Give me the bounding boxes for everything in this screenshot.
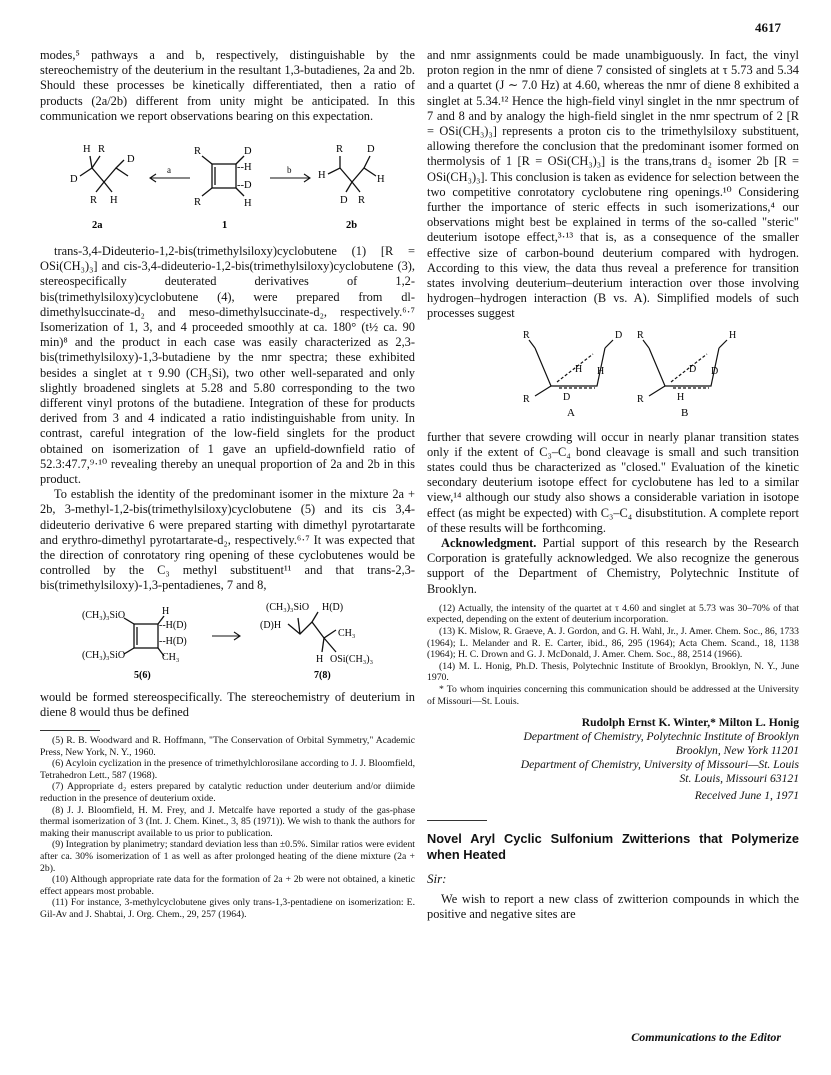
substituent-label: (CH₃)₃SiO: [82, 649, 126, 661]
left-paragraph-2: trans-3,4-Dideuterio-1,2-bis(trimethylsiloxy)cyclobutene (1) [R = OSi(CH₃)₃] and cis-3,4-dideuterio-1,2-bis(trimethylsiloxy)cyclobutene (3), stereospecifically deuterated derivatives of 1,2-bis(trimethylsiloxy)cyclobutene (4), were prepared from dl-dimethylsuccinate-d₂ and meso-dimethylsuccinate-d₂, respectively.⁶·⁷ Isomerization of 1, 3, and 4 proceeded smoothly at ca. 180° (t½ ca. 90 min)⁸ and the product in each case was easily characterized as 2,3-bis(trimethylsiloxy)-1,3-butadiene by the nmr spectra; these exhibited besides a singlet at τ 9.90 (CH₃Si), two other well-separated and only slightly broadened singlets at 5.28 and 5.80 corresponding to the two different vinyl protons of the butadiene. Integration of these for products derived from 3 and 4 indicated a ratio indistinguishable from unity. In contrast, careful integration of the low-field singlets for the product obtained on isomerization of 1 gave an upfield-downfield ratio of 52.3:47.7,⁹·¹⁰ revealing thereby an unequal proportion of 2a and 2b in this product.: [40, 244, 415, 487]
atom-label: (D)H: [260, 619, 282, 631]
compound-label-2a: 2a: [92, 220, 103, 232]
new-communication-paragraph: We wish to report a new class of zwitterion compounds in which the positive and negative sites are: [427, 891, 799, 922]
footnote: (9) Integration by planimetry; standard deviation less than ±0.5%. Similar ratios were evident after ca. 30% isomerization of 1 as well as after prolonged heating of the diene mixture (2a + 2b).: [40, 839, 415, 874]
atom-label: H: [597, 365, 605, 377]
atom-label: H: [318, 170, 326, 182]
atom-label: H: [316, 653, 324, 665]
footnote: (6) Acyloin cyclization in the presence of trimethylchlorosilane according to J. J. Bloomfield, Tetrahedron Lett., 587 (1968).: [40, 758, 415, 781]
footnote: (13) K. Mislow, R. Graeve, A. J. Gordon, and G. H. Wahl, Jr., J. Amer. Chem. Soc., 86, 1733 (1964); L. Melander and R. E. Carter, ibid., 86, 295 (1964); Acta Chem. Scand., 18, 1138 (1964); H. C. Drown and G. J. McDonald, J. Amer. Chem. Soc., 88, 2514 (1966).: [427, 626, 799, 661]
atom-label: D: [367, 144, 375, 156]
atom-label: H: [83, 144, 91, 156]
atom-label: R: [523, 393, 530, 405]
diene-2a: [80, 156, 128, 192]
footnote: (5) R. B. Woodward and R. Hoffmann, "The Conservation of Orbital Symmetry," Academic Press, New York, N. Y., 1960.: [40, 735, 415, 758]
author-names: Rudolph Ernst K. Winter,* Milton L. Honig: [581, 716, 799, 730]
atom-label: ‑‑D: [237, 180, 252, 192]
atom-label: H: [377, 174, 385, 186]
atom-label: H(D): [322, 601, 344, 613]
atom-label: D: [711, 365, 719, 377]
communication-title: Novel Aryl Cyclic Sulfonium Zwitterions that Polymerize when Heated: [427, 830, 799, 862]
arrow-b-label: b: [287, 165, 292, 176]
affiliation: St. Louis, Missouri 63121: [679, 772, 799, 786]
page-number: 4617: [755, 20, 781, 35]
atom-label: R: [637, 393, 644, 405]
left-paragraph-1: modes,⁵ pathways a and b, respectively, distinguishable by the stereochemistry of the deuterium in the resultant 1,3-butadienes, 2a and 2b. Should these processes be kinetically differentiated, then a ratio of products (2a/2b) different from unity might be anticipated. In this communication we report observations bearing on this expectation.: [40, 48, 415, 123]
acknowledgment-text: Partial support of this research by the Research Corporation is gratefully acknowledged. We also recognize the generous support of the Department of Chemistry, Polytechnic Institute of Brooklyn.: [427, 536, 799, 596]
right-column: [427, 48, 799, 922]
compound-label-7-8: 7(8): [314, 669, 331, 681]
scheme-1: [40, 128, 415, 238]
atom-label: R: [194, 146, 202, 158]
arrow-right: [212, 632, 240, 640]
compound-label-5-6: 5(6): [134, 669, 151, 681]
atom-label: H: [729, 329, 737, 341]
left-column: [40, 48, 415, 921]
structure-label-B: B: [681, 406, 689, 419]
atom-label: ‑‑H(D): [159, 635, 187, 647]
footnote-rule: [40, 730, 100, 731]
structure-label-A: A: [567, 406, 575, 419]
atom-label: D: [244, 146, 252, 158]
left-paragraph-4: would be formed stereospecifically. The stereochemistry of deuterium in diene 8 would thus be defined: [40, 689, 415, 719]
salutation: Sir:: [427, 870, 447, 886]
right-paragraph-1: and nmr assignments could be made unambiguously. In fact, the vinyl proton region in the nmr of diene 7 consisted of singlets at τ 5.73 and 5.34 and a quartet (J ∼ 7.0 Hz) at 4.60, whereas the nmr of diene 8 exhibited a singlet at 5.34.¹² Hence the high-field vinyl singlet in the nmr spectrum of 7 and 8 and by analogy the high-field singlet in the nmr spectrum of 2 [R = OSi(CH₃)₃] represents a proton cis to the trimethylsiloxy substituent, allowing therefore the conclusion that the predominant isomer formed on thermolysis of 1 [R = OSi(CH₃)₃] is the trans,trans d₂ isomer 2b [R = OSi(CH₃)₃]. This conclusion is taken as evidence for selection between the two competitive conrotatory cyclobutene ring openings.¹⁰ Considering further the importance of steric effects in such isomerizations,⁴ our observations might best be explained in terms of the so-called "steric" deuterium isotope effect,³·¹³ that is, as a consequence of the smaller effective size of carbon-bound deuterium compared with hydrogen. According to this view, the data thus reveal a preference for transition states involving deuterium–deuterium interaction over those involving hydrogen–hydrogen interaction (B vs. A). Simplified models of such processes suggest: [427, 48, 799, 321]
arrow-a-label: a: [167, 165, 171, 176]
atom-label: R: [637, 329, 644, 341]
scheme-3: [427, 326, 799, 424]
right-footnotes: [427, 603, 799, 707]
affiliation: Department of Chemistry, University of Missouri—St. Louis: [520, 758, 799, 772]
footnote: (8) J. J. Bloomfield, H. M. Frey, and J. Metcalfe have reported a study of the gas-phase thermal isomerization of 3 (Int. J. Chem. Kinet., 3, 85 (1971)). We wish to thank the authors for making their manuscript available to us prior to publication.: [40, 804, 415, 839]
scheme-2: [40, 598, 415, 684]
atom-label: D: [340, 195, 348, 207]
compound-label-1: 1: [222, 220, 228, 232]
atom-label: D: [127, 154, 135, 166]
footnote: (11) For instance, 3-methylcyclobutene gives only trans-1,3-pentadiene on isomerization: E. Gil-Av and J. Shabtai, J. Org. Chem., 29, 257 (1964).: [40, 897, 415, 920]
compound-label-2b: 2b: [346, 220, 358, 232]
arrow-a: [150, 174, 190, 182]
atom-label: R: [336, 144, 344, 156]
acknowledgment: [427, 536, 799, 597]
footnote: (14) M. L. Honig, Ph.D. Thesis, Polytechnic Institute of Brooklyn, Brooklyn, N. Y., June 1970.: [427, 660, 799, 684]
atom-label: CH₃: [338, 627, 356, 639]
running-footer: Communications to the Editor: [631, 1030, 781, 1044]
atom-label: R: [358, 195, 366, 207]
atom-label: H: [162, 605, 170, 617]
cyclobutene-5-6: [124, 616, 164, 656]
left-paragraph-3: To establish the identity of the predominant isomer in the mixture 2a + 2b, 3-methyl-1,2-bis(trimethylsiloxy)cyclobutene (5) and its cis 3,4-dideuterio derivative 6 were prepared starting with dimethyl pyrotartarate and erythro-dimethyl pyrotartarate-d₂, respectively.⁶·⁷ It was expected that the direction of conrotatory ring opening of these cyclobutenes would be controlled by the C₃ methyl substituent¹¹ and that trans-2,3-bis(trimethylsiloxy)-1,3-pentadienes, 7 and 8,: [40, 487, 415, 593]
diene-2b: [328, 156, 376, 192]
atom-label: R: [194, 197, 202, 209]
received-date: Received June 1, 1971: [694, 789, 799, 803]
atom-label: H: [244, 198, 252, 210]
footnote: (10) Although appropriate rate data for the formation of 2a + 2b were not obtained, a kinetic effect appears most probable.: [40, 874, 415, 897]
atom-label: H: [677, 391, 685, 403]
arrow-b: [270, 174, 310, 182]
atom-label: R: [98, 144, 106, 156]
atom-label: R: [523, 329, 530, 341]
atom-label: ‑‑H: [237, 162, 252, 174]
atom-label: R: [90, 195, 98, 207]
atom-label: D: [615, 329, 623, 341]
footnote: (12) Actually, the intensity of the quartet at τ 4.60 and singlet at 5.73 was 30–70% of that expected, depending on the extent of deuterium incorporation.: [427, 602, 799, 626]
footnote: * To whom inquiries concerning this communication should be addressed at the University of Missouri—St. Louis.: [427, 684, 799, 707]
atom-label: H: [575, 363, 583, 375]
right-paragraph-2: further that severe crowding will occur in nearly planar transition states only if the extent of C₃–C₄ bond cleavage is small and such transition states could thus be characterized as "closed." Evaluation of the kinetic secondary deuterium isotope effect for cyclobutene has led to a similar view,¹⁴ although our study also shows a considerable variation in isotope effect (as might be expected) with C₃–C₄ disubstitution. A complete report of these results will be forthcoming.: [427, 429, 799, 535]
affiliation: Department of Chemistry, Polytechnic Institute of Brooklyn: [523, 730, 799, 744]
footnote: (7) Appropriate d₂ esters prepared by catalytic reduction under deuterium and/or diimide reduction in the presence of deuterium oxide.: [40, 781, 415, 805]
left-footnotes: [40, 735, 415, 921]
substituent-label: (CH₃)₃SiO: [266, 601, 310, 613]
atom-label: D: [563, 391, 571, 403]
atom-label: H: [110, 195, 118, 207]
substituent-label: (CH₃)₃SiO: [82, 609, 126, 621]
atom-label: ‑‑H(D): [159, 619, 187, 631]
acknowledgment-label: Acknowledgment.: [441, 536, 537, 551]
section-rule: [427, 820, 487, 821]
atom-label: D: [70, 174, 78, 186]
atom-label: D: [689, 363, 697, 375]
atom-label: CH₃: [162, 651, 180, 663]
affiliation: Brooklyn, New York 11201: [675, 744, 799, 758]
substituent-label: OSi(CH₃)₃: [330, 653, 374, 665]
diene-7-8: [288, 612, 336, 652]
